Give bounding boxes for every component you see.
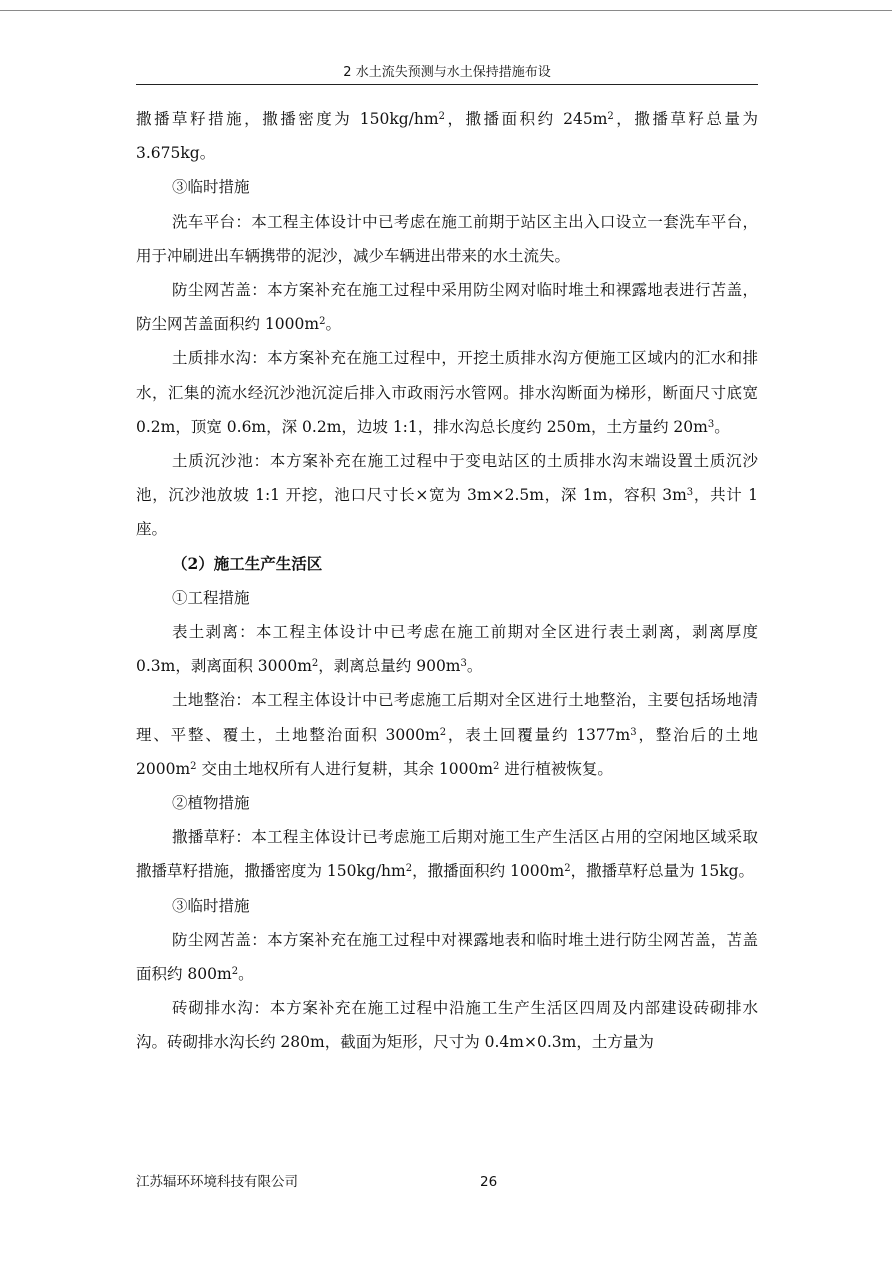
paragraph-dust-net-2: 防尘网苫盖：本方案补充在施工过程中对裸露地表和临时堆土进行防尘网苫盖，苫盖面积约 $800m^2$。 [136, 930, 758, 984]
paragraph-sedimentation-tank: 土质沉沙池：本方案补充在施工过程中于变电站区的土质排水沟末端设置土质沉沙池，沉沙池放坡 1:1 开挖，池口尺寸长×宽为 3m×2.5m，深 1m，容积 $3m^3$，共计 1 座。 [136, 452, 758, 539]
subheading-engineering-measures: ①工程措施 [172, 588, 250, 607]
superscript: 2 [190, 760, 197, 772]
subheading-temporary-measures: ③临时措施 [172, 178, 250, 197]
page-number: 26 [480, 1174, 498, 1190]
superscript: 2 [319, 316, 326, 328]
page-top-border [0, 10, 892, 11]
superscript: 3 [460, 658, 467, 670]
footer-company: 江苏辐环环境科技有限公司 [136, 1174, 298, 1190]
superscript: 2 [564, 863, 571, 875]
superscript: 2 [405, 863, 413, 875]
paragraph-wash-platform: 洗车平台：本工程主体设计中已考虑在施工前期于站区主出入口设立一套洗车平台，用于冲刷进出车辆携带的泥沙，减少车辆进出带来的水土流失。 [136, 212, 758, 265]
paragraph-dust-net: 防尘网苫盖：本方案补充在施工过程中采用防尘网对临时堆土和裸露地表进行苫盖，防尘网苫盖面积约 $1000m^2$。 [136, 281, 758, 334]
superscript: 2 [439, 726, 447, 738]
paragraph-land-consolidation: 土地整治：本工程主体设计中已考虑施工后期对全区进行土地整治，主要包括场地清理、平整、覆土，土地整治面积 $3000m^2$，表土回覆量约 $1377m^3$，整治后的土地 $2000m^2$ 交由土地权所有人进行复耕，其余 $1000m^2$ 进行植被恢复。 [136, 691, 758, 778]
paragraph-earth-drain: 土质排水沟：本方案补充在施工过程中，开挖土质排水沟方便施工区域内的汇水和排水，汇集的流水经沉沙池沉淀后排入市政雨污水管网。排水沟断面为梯形，断面尺寸底宽 0.2m，顶宽 0.6m，深 0.2m，边坡 1:1，排水沟总长度约 250m，土方量约 $20m^3$。 [136, 349, 758, 436]
superscript: 3 [707, 418, 715, 430]
superscript: 3 [686, 487, 694, 499]
superscript: 2 [231, 966, 239, 978]
subheading-plant-measures: ②植物措施 [172, 794, 250, 813]
subheading-temporary-measures-2: ③临时措施 [172, 896, 250, 915]
superscript: 2 [311, 658, 319, 670]
section-heading: （2）施工生产生活区 [172, 553, 323, 573]
superscript: 2 [438, 111, 445, 122]
superscript: 3 [630, 726, 637, 738]
superscript: 2 [607, 111, 614, 122]
page-body [136, 102, 758, 1060]
paragraph: 撒播草籽措施，撒播密度为 $150kg/hm^2$，撒播面积约 $245m^2$，撒播草籽总量为 3.675kg。 [136, 110, 758, 163]
paragraph-topsoil-stripping: 表土剥离：本工程主体设计中已考虑在施工前期对全区进行表土剥离，剥离厚度 0.3m，剥离面积 $3000m^2$，剥离总量约 $900m^3$。 [136, 623, 758, 676]
running-header: 2 水土流失预测与水土保持措施布设 [136, 64, 758, 85]
paragraph-grass-seeding: 撒播草籽：本工程主体设计已考虑施工后期对施工生产生活区占用的空闲地区域采取撒播草籽措施，撒播密度为 $150kg/hm^2$，撒播面积约 $1000m^2$，撒播草籽总量为 15kg。 [136, 828, 758, 881]
paragraph-brick-drain: 砖砌排水沟：本方案补充在施工过程中沿施工生产生活区四周及内部建设砖砌排水沟。砖砌排水沟长约 280m，截面为矩形，尺寸为 0.4m×0.3m，土方量为 [136, 999, 758, 1052]
superscript: 2 [493, 760, 500, 772]
